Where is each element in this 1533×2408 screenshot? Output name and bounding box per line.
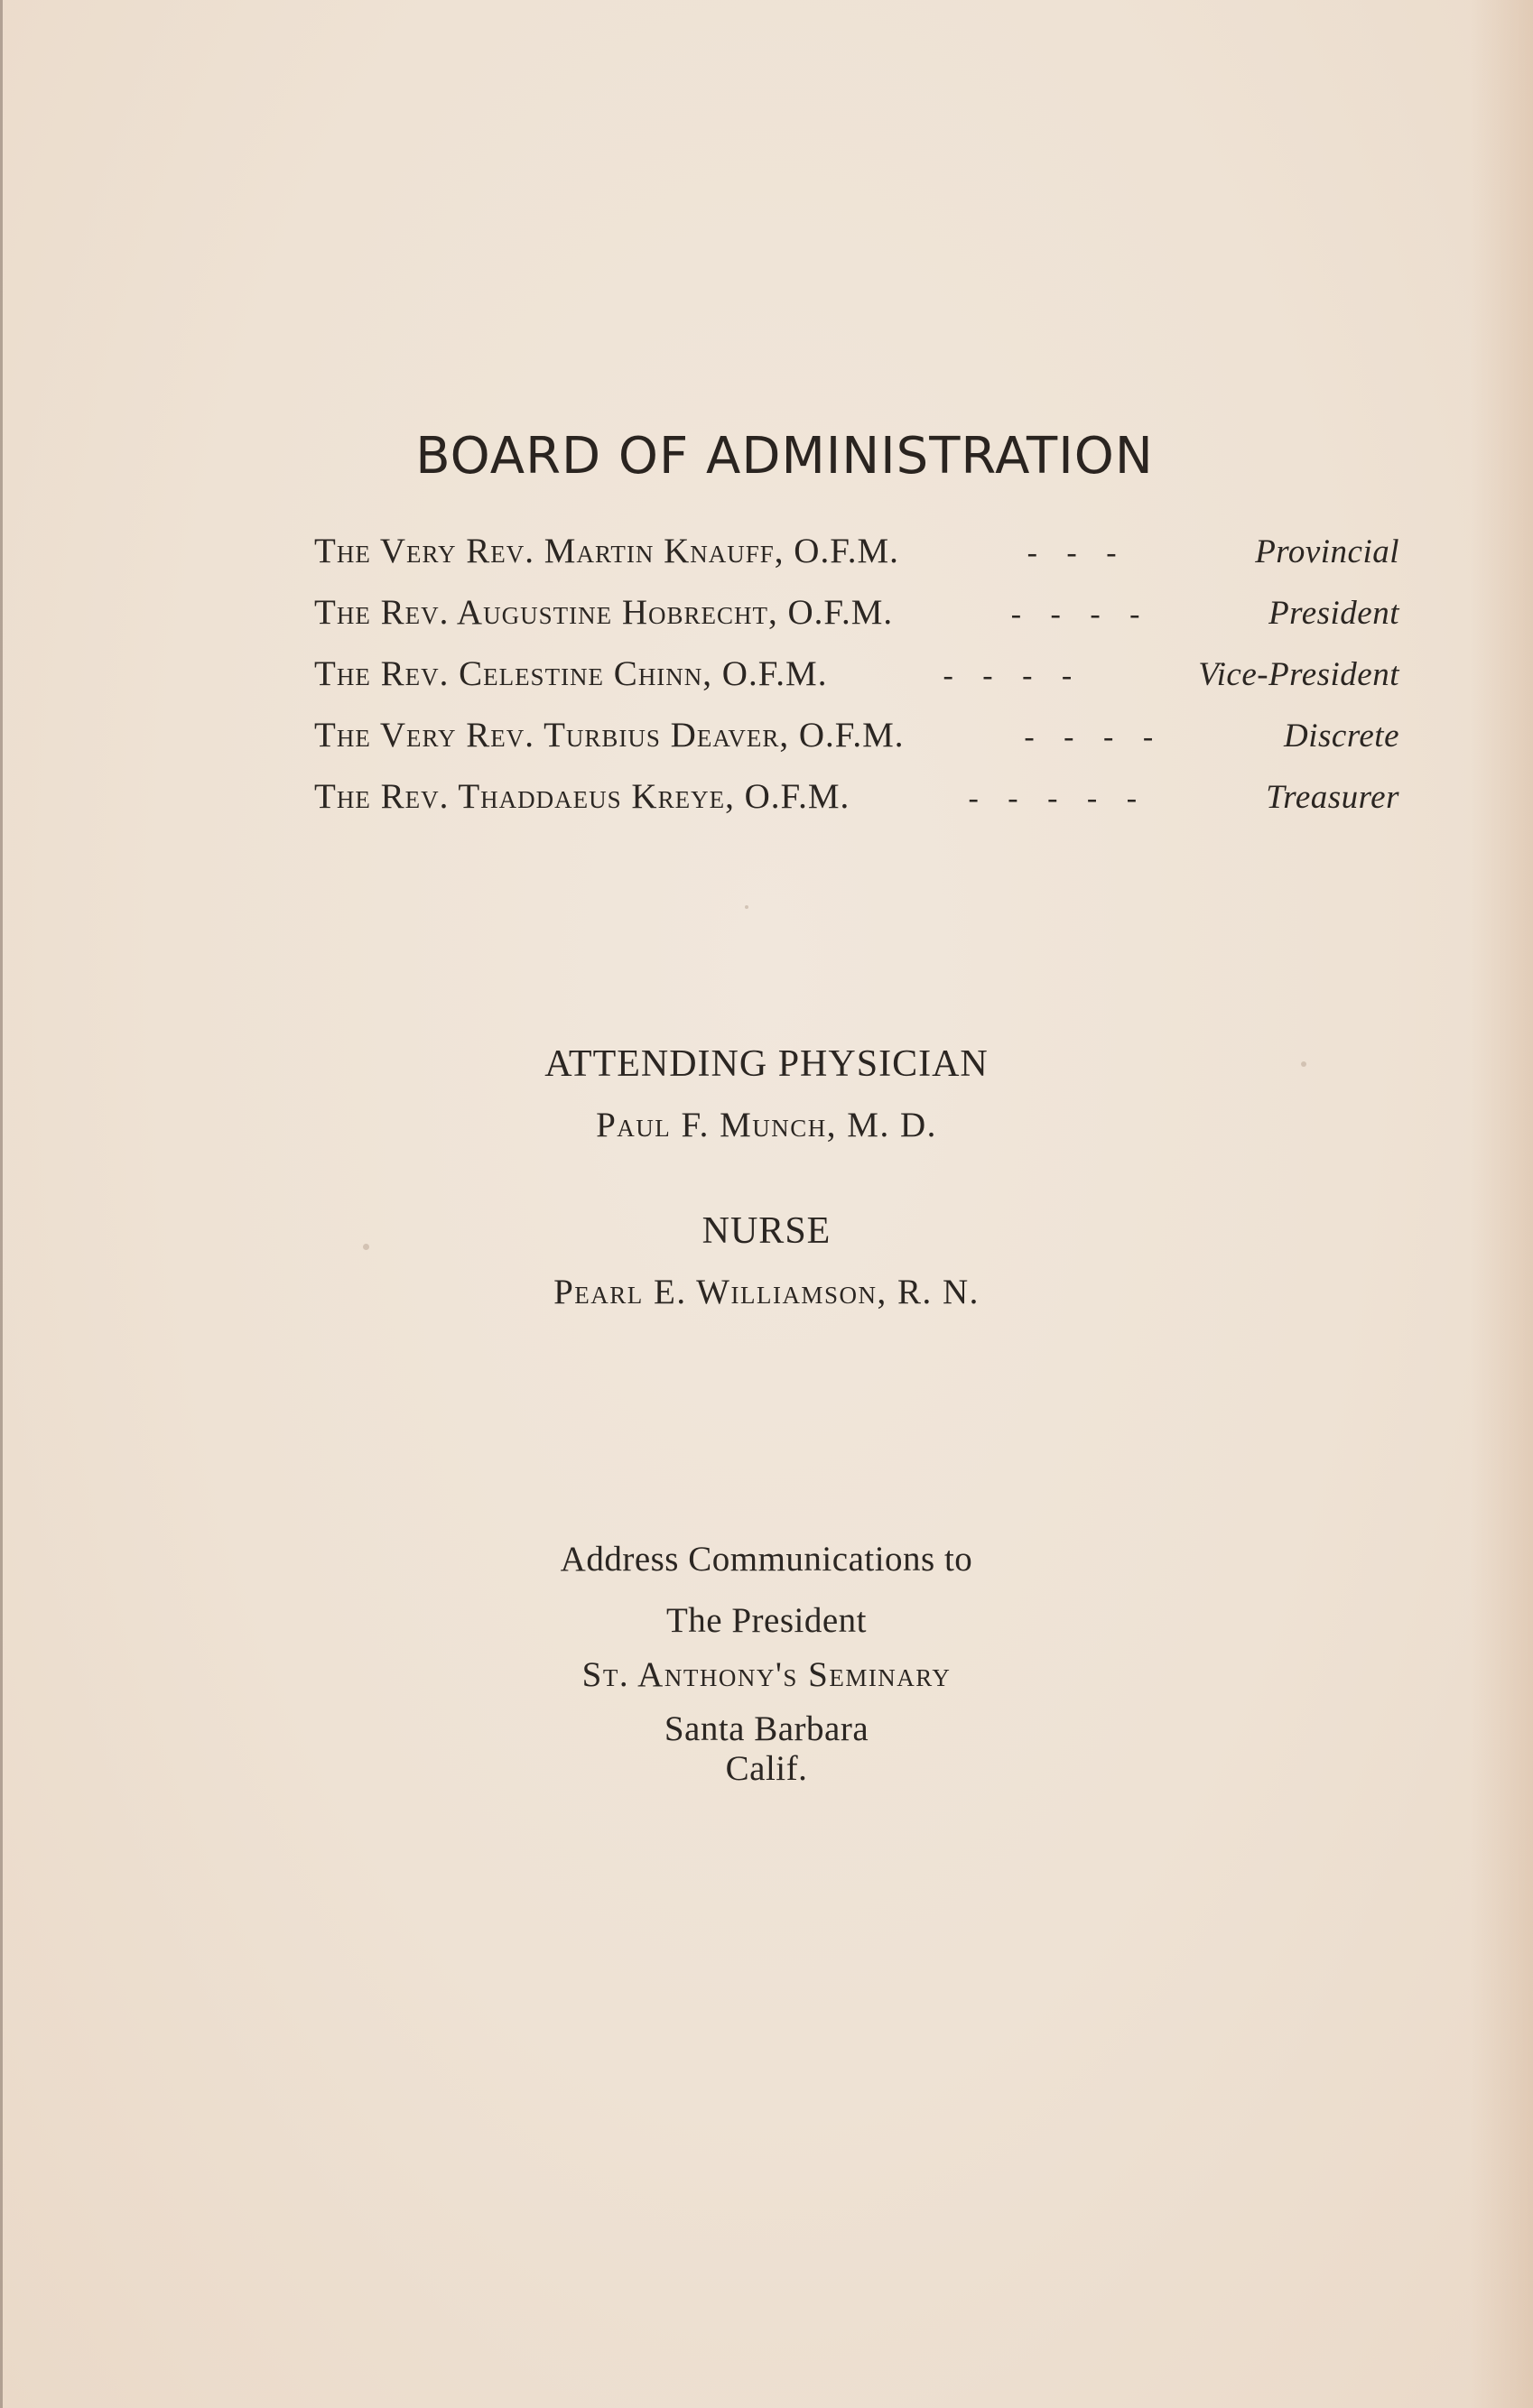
nurse-name: Pearl E. Williamson, R. N. [553, 1273, 980, 1311]
board-members-list [314, 531, 1399, 838]
member-name: The Very Rev. Martin Knauff, O.F.M. [314, 532, 899, 570]
member-office: Discrete [1284, 718, 1399, 755]
paper-speck [363, 1244, 369, 1250]
board-member-row [314, 653, 1399, 715]
nurse-heading: NURSE [701, 1210, 832, 1252]
board-member-row [314, 592, 1399, 653]
paper-speck [745, 905, 748, 909]
physician-heading: ATTENDING PHYSICIAN [544, 1043, 989, 1085]
physician-name: Paul F. Munch, M. D. [596, 1106, 937, 1144]
board-title: BOARD OF ADMINISTRATION [415, 427, 1154, 486]
member-office: Vice-President [1198, 656, 1399, 693]
address-line-4: Santa Barbara [664, 1709, 869, 1748]
board-member-row [314, 531, 1399, 592]
leader-dashes: - - - - [1010, 597, 1151, 631]
address-line-1: Address Communications to [560, 1540, 973, 1579]
leader-dashes: - - - [1027, 536, 1128, 570]
leader-dashes: - - - - - [968, 782, 1148, 815]
member-name: The Rev. Augustine Hobrecht, O.F.M. [314, 593, 894, 632]
address-line-2: The President [665, 1601, 868, 1640]
member-name: The Very Rev. Turbius Deaver, O.F.M. [314, 716, 905, 755]
member-name: The Rev. Celestine Chinn, O.F.M. [314, 654, 828, 693]
member-office: Provincial [1255, 533, 1399, 570]
member-office: President [1268, 595, 1399, 632]
address-line-3: St. Anthony's Seminary [581, 1655, 952, 1694]
board-member-row [314, 715, 1399, 776]
member-office: Treasurer [1266, 779, 1399, 816]
leader-dashes: - - - - [1024, 720, 1165, 754]
leader-dashes: - - - - [943, 659, 1083, 692]
board-member-row [314, 776, 1399, 838]
page-edge-line [0, 0, 3, 2408]
address-line-5: Calif. [725, 1749, 808, 1788]
paper-speck [1301, 1061, 1306, 1067]
member-name: The Rev. Thaddaeus Kreye, O.F.M. [314, 777, 850, 816]
page-edge-shadow [1470, 0, 1533, 2408]
